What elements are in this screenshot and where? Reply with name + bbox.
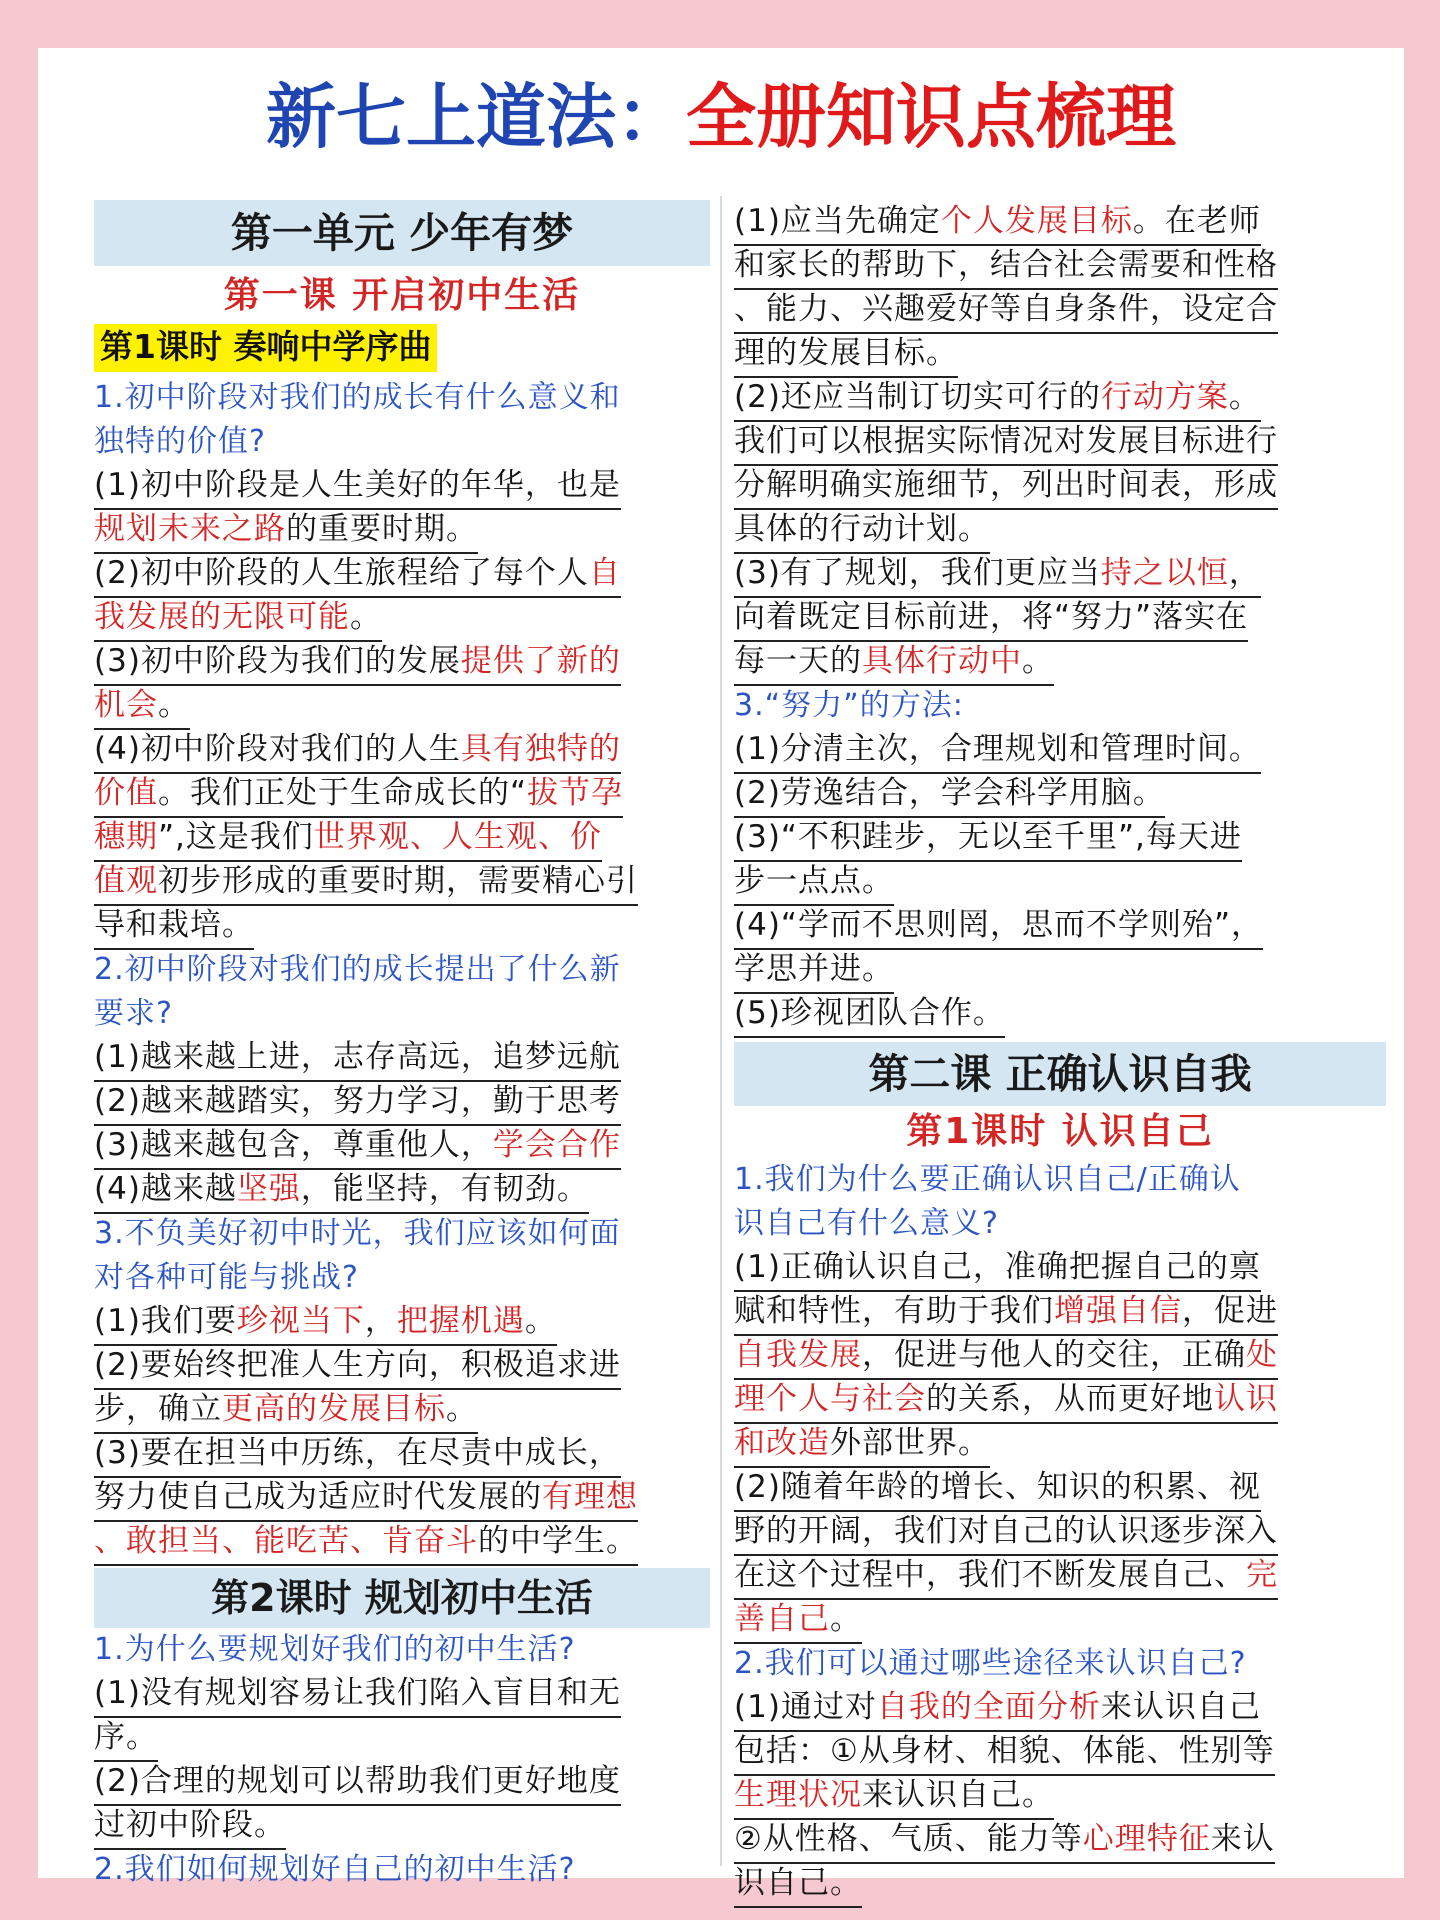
key-term: 行动方案 bbox=[1100, 379, 1229, 415]
key-term: 和改造 bbox=[734, 1425, 830, 1461]
key-term: 穗期 bbox=[94, 819, 158, 855]
answer-line: 具体的行动计划。 bbox=[734, 508, 990, 554]
lesson-heading-box: 第二课 正确认识自我 bbox=[734, 1042, 1386, 1106]
left-column bbox=[94, 200, 710, 1892]
answer-line: (4)越来越坚强，能坚持，有韧劲。 bbox=[94, 1168, 589, 1214]
key-term: 值观 bbox=[94, 863, 158, 899]
key-term: 具体行动中 bbox=[862, 643, 1022, 679]
key-term: 个人发展目标 bbox=[940, 203, 1133, 239]
key-term: 世界观、人生观、价 bbox=[313, 819, 602, 855]
title-part-blue: 新七上道法： bbox=[266, 76, 686, 158]
question-heading: 要求? bbox=[94, 996, 173, 1031]
answer-line: 序。 bbox=[94, 1716, 158, 1762]
key-term: 具有独特的 bbox=[460, 731, 621, 767]
key-term: 珍视当下 bbox=[236, 1303, 365, 1339]
answer-line: 努力使自己成为适应时代发展的有理想 bbox=[94, 1476, 638, 1522]
answer-line: (3)“不积跬步，无以至千里”,每天进 bbox=[734, 816, 1242, 862]
answer-line: 和家长的帮助下，结合社会需要和性格 bbox=[734, 244, 1278, 290]
answer-line: 导和栽培。 bbox=[94, 904, 254, 950]
answer-line: 步，确立更高的发展目标。 bbox=[94, 1388, 478, 1434]
key-term: 我发展的无限可能 bbox=[94, 599, 350, 635]
key-term: 完 bbox=[1246, 1557, 1278, 1593]
answer-line: 价值。我们正处于生命成长的“拔节孕 bbox=[94, 772, 623, 818]
answer-line: 我们可以根据实际情况对发展目标进行 bbox=[734, 420, 1278, 466]
answer-line: (4)初中阶段对我们的人生具有独特的 bbox=[94, 728, 621, 774]
key-term: 更高的发展目标 bbox=[222, 1391, 446, 1427]
key-term: 心理特征 bbox=[1082, 1821, 1211, 1857]
key-term: 增强自信 bbox=[1054, 1293, 1182, 1329]
answer-line: 、敢担当、能吃苦、肯奋斗的中学生。 bbox=[94, 1520, 638, 1566]
question-heading: 3.不负美好初中时光，我们应该如何面 bbox=[94, 1216, 621, 1251]
answer-line: 在这个过程中，我们不断发展自己、完 bbox=[734, 1554, 1278, 1600]
answer-line: (2)劳逸结合，学会科学用脑。 bbox=[734, 772, 1165, 818]
answer-line: 学思并进。 bbox=[734, 948, 894, 994]
key-term: 持之以恒 bbox=[1100, 555, 1229, 591]
key-term: 处 bbox=[1246, 1337, 1278, 1373]
answer-line: 穗期”,这是我们世界观、人生观、价 bbox=[94, 816, 602, 862]
key-term: 有理想 bbox=[542, 1479, 638, 1515]
period-heading: 第2课时 规划初中生活 bbox=[94, 1568, 710, 1628]
key-term: 善自己 bbox=[734, 1601, 830, 1637]
question-heading: 对各种可能与挑战? bbox=[94, 1260, 359, 1295]
answer-line: 善自己。 bbox=[734, 1598, 862, 1644]
key-term: 规划未来之路 bbox=[94, 511, 286, 547]
answer-line: (2)初中阶段的人生旅程给了每个人自 bbox=[94, 552, 621, 598]
key-term: 把握机遇 bbox=[396, 1303, 525, 1339]
answer-line: (3)初中阶段为我们的发展提供了新的 bbox=[94, 640, 621, 686]
answer-line: 向着既定目标前进，将“努力”落实在 bbox=[734, 596, 1248, 642]
answer-line: 每一天的具体行动中。 bbox=[734, 640, 1054, 686]
key-term: 、敢担当、能吃苦、肯奋斗 bbox=[94, 1523, 478, 1559]
column-divider bbox=[720, 196, 722, 1866]
question-heading: 独特的价值? bbox=[94, 424, 266, 459]
answer-line: (5)珍视团队合作。 bbox=[734, 992, 1005, 1038]
answer-line: (1)我们要珍视当下，把握机遇。 bbox=[94, 1300, 557, 1346]
answer-line: (1)正确认识自己，准确把握自己的禀 bbox=[734, 1246, 1261, 1292]
answer-line: (3)要在担当中历练，在尽责中成长， bbox=[94, 1432, 621, 1478]
answer-line: (1)分清主次，合理规划和管理时间。 bbox=[734, 728, 1261, 774]
question-heading: 识自己有什么意义? bbox=[734, 1206, 999, 1241]
answer-line: 、能力、兴趣爱好等自身条件，设定合 bbox=[734, 288, 1278, 334]
answer-line: (1)越来越上进，志存高远，追梦远航 bbox=[94, 1036, 621, 1082]
answer-line: (3)有了规划，我们更应当持之以恒， bbox=[734, 552, 1261, 598]
answer-line: (4)“学而不思则罔，思而不学则殆”， bbox=[734, 904, 1263, 950]
period-heading-highlight: 第1课时 奏响中学序曲 bbox=[94, 324, 437, 372]
answer-line: 规划未来之路的重要时期。 bbox=[94, 508, 478, 554]
key-term: 提供了新的 bbox=[460, 643, 621, 679]
answer-line: (1)没有规划容易让我们陷入盲目和无 bbox=[94, 1672, 621, 1718]
period-heading: 第1课时 认识自己 bbox=[906, 1111, 1214, 1152]
key-term: 生理状况 bbox=[734, 1777, 862, 1813]
question-heading: 2.我们如何规划好自己的初中生活? bbox=[94, 1852, 576, 1887]
title-part-red: 全册知识点梳理 bbox=[686, 76, 1176, 158]
answer-line: 和改造外部世界。 bbox=[734, 1422, 990, 1468]
key-term: 自 bbox=[588, 555, 621, 591]
answer-line: (2)要始终把准人生方向，积极追求进 bbox=[94, 1344, 621, 1390]
question-heading: 3.“努力”的方法: bbox=[734, 688, 964, 723]
right-column bbox=[734, 200, 1386, 1906]
answer-line: 识自己。 bbox=[734, 1862, 862, 1908]
question-heading: 2.初中阶段对我们的成长提出了什么新 bbox=[94, 952, 621, 987]
lesson-heading: 第一课 开启初中生活 bbox=[223, 275, 581, 316]
answer-line: 我发展的无限可能。 bbox=[94, 596, 382, 642]
key-term: 坚强 bbox=[236, 1171, 301, 1207]
key-term: 学会合作 bbox=[492, 1127, 621, 1163]
key-term: 价值 bbox=[94, 775, 158, 811]
question-heading: 1.初中阶段对我们的成长有什么意义和 bbox=[94, 380, 621, 415]
worksheet-page bbox=[38, 48, 1404, 1901]
answer-line: 野的开阔，我们对自己的认识逐步深入 bbox=[734, 1510, 1278, 1556]
unit-heading: 第一单元 少年有梦 bbox=[94, 200, 710, 266]
answer-line: (2)随着年龄的增长、知识的积累、视 bbox=[734, 1466, 1261, 1512]
answer-line: 理的发展目标。 bbox=[734, 332, 958, 378]
answer-line: (2)还应当制订切实可行的行动方案。 bbox=[734, 376, 1261, 422]
answer-line: 分解明确实施细节，列出时间表，形成 bbox=[734, 464, 1278, 510]
answer-line: 过初中阶段。 bbox=[94, 1804, 286, 1850]
answer-line: (3)越来越包含，尊重他人，学会合作 bbox=[94, 1124, 621, 1170]
answer-line: 赋和特性，有助于我们增强自信，促进 bbox=[734, 1290, 1278, 1336]
answer-line: 机会。 bbox=[94, 684, 190, 730]
answer-line: (1)通过对自我的全面分析来认识自己 bbox=[734, 1686, 1261, 1732]
question-heading: 1.我们为什么要正确认识自己/正确认 bbox=[734, 1162, 1241, 1197]
key-term: 拔节孕 bbox=[527, 775, 624, 811]
answer-line: (2)越来越踏实，努力学习，勤于思考 bbox=[94, 1080, 621, 1126]
answer-line: ②从性格、气质、能力等心理特征来认 bbox=[734, 1818, 1275, 1864]
page-title bbox=[38, 62, 1404, 172]
key-term: 自我发展 bbox=[734, 1337, 862, 1373]
answer-line: 自我发展，促进与他人的交往，正确处 bbox=[734, 1334, 1278, 1380]
question-heading: 2.我们可以通过哪些途径来认识自己? bbox=[734, 1646, 1247, 1681]
answer-line: (1)应当先确定个人发展目标。在老师 bbox=[734, 200, 1261, 246]
answer-line: 生理状况来认识自己。 bbox=[734, 1774, 1054, 1820]
key-term: 理个人与社会 bbox=[734, 1381, 926, 1417]
answer-line: 步一点点。 bbox=[734, 860, 894, 906]
answer-line: 包括：①从身材、相貌、体能、性别等 bbox=[734, 1730, 1275, 1776]
answer-line: (2)合理的规划可以帮助我们更好地度 bbox=[94, 1760, 621, 1806]
key-term: 认识 bbox=[1214, 1381, 1278, 1417]
key-term: 自我的全面分析 bbox=[876, 1689, 1101, 1725]
answer-line: 值观初步形成的重要时期，需要精心引 bbox=[94, 860, 638, 906]
key-term: 机会 bbox=[94, 687, 158, 723]
question-heading: 1.为什么要规划好我们的初中生活? bbox=[94, 1632, 576, 1667]
answer-line: 理个人与社会的关系，从而更好地认识 bbox=[734, 1378, 1278, 1424]
answer-line: (1)初中阶段是人生美好的年华，也是 bbox=[94, 464, 621, 510]
